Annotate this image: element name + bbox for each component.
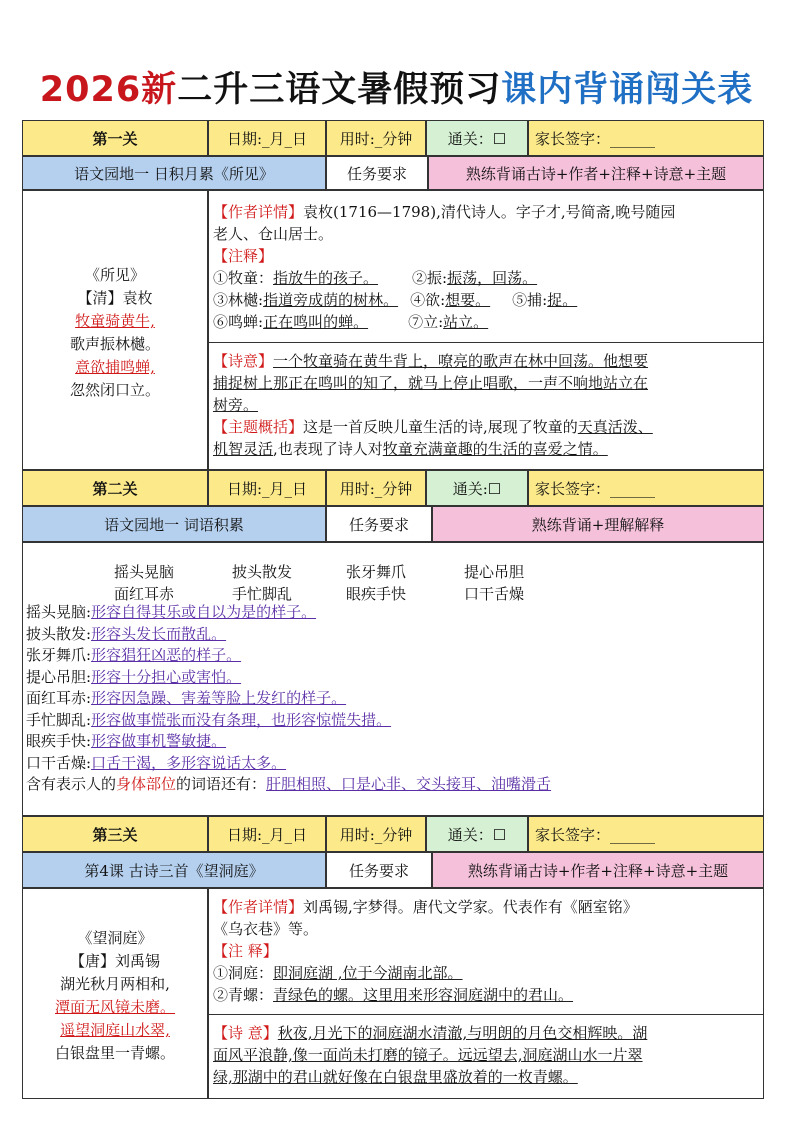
level3-meaning [213,1022,761,1088]
level3-poem [22,927,208,1065]
author-text: 袁枚(1716—1798),清代诗人。字子才,号简斋,晚号随园 [303,203,676,221]
note-label: ⑥鸣蝉: [213,313,264,331]
idiom: 手忙脚乱 [232,585,293,603]
idiom: 口干舌燥 [464,585,525,603]
level2-lesson: 语文园地一 词语积累 [22,506,326,542]
level2-task: 熟练背诵+理解解释 [432,506,764,542]
definition-word: 手忙脚乱: [26,710,92,729]
title-middle: 二升三语文暑假预习 [177,69,502,110]
level1-sign: 家长签字：______ [528,120,764,156]
level2-task-label: 任务要求 [326,506,432,542]
level3-task: 熟练背诵古诗+作者+注释+诗意+主题 [432,852,764,888]
notes-tag: 【注 释】 [213,942,278,960]
level3-details [213,896,761,1006]
definition-word: 眼疾手快: [26,732,92,750]
level1-details [213,201,761,333]
idiom: 摇头晃脑 [114,563,175,581]
level2-pass: 通关:☐ [426,470,528,506]
theme-text: 这是一首反映儿童生活的诗,展现了牧童的 [303,418,578,436]
level2-date: 日期:_月_日 [208,470,326,506]
idiom: 提心吊胆 [464,563,525,581]
definition-item [26,710,551,732]
idiom: 眼疾手快 [346,585,407,603]
meaning-text: 秋夜,月光下的洞庭湖水清澈,与明朗的月色交相辉映。湖 [277,1024,648,1042]
notes-tag: 【注释】 [213,247,274,265]
author-text: 刘禹锡,字梦得。唐代文学家。代表作有《陋室铭》 [303,898,638,916]
level1-name: 第一关 [22,120,208,156]
level1-lesson: 语文园地一 日积月累《所见》 [22,156,326,190]
level1-task-label: 任务要求 [326,156,428,190]
definition-text: 形容做事慌张而没有条理，也形容惊慌失措。 [91,710,392,729]
extra-words [26,774,551,796]
level2-sign: 家长签字：______ [528,470,764,506]
meaning-tag: 【诗意】 [213,352,274,370]
poem-title: 《所见》 [84,266,145,284]
definition-text: 口舌干渴，多形容说话太多。 [91,753,287,772]
theme-text: 天真活泼、 [577,418,653,436]
note-text: 振荡，回荡。 [447,269,538,287]
note-text: 想要。 [445,291,491,309]
level1-task: 熟练背诵古诗+作者+注释+诗意+主题 [428,156,764,190]
note-label: ③林樾: [213,291,264,309]
note-text: 指道旁成荫的树林。 [263,291,399,309]
meaning-tag: 【诗 意】 [213,1024,278,1042]
note-label: ⑦立: [408,313,444,331]
level2-name: 第二关 [22,470,208,506]
idiom-row [114,583,524,604]
note-text: 指放牛的孩子。 [273,269,379,287]
extra-text: 含有表示人的 [26,775,117,793]
divider [208,1014,764,1015]
poem-author: 【清】袁枚 [77,289,153,307]
idiom: 披头散发 [232,563,293,581]
definition-item [26,624,551,646]
theme-text: ,也表现了诗人对 [273,440,383,458]
note-label: ④欲: [410,291,446,309]
note-label: ②振: [412,269,448,287]
note-label: ②青螺： [213,986,274,1004]
title-right: 课内背诵闯关表 [501,69,754,110]
level3-pass: 通关：☐ [426,816,528,852]
extra-text: 的词语还有： [176,775,267,793]
poem-line: 遥望洞庭山水翠, [60,1021,170,1039]
meaning-text: 树旁。 [213,396,259,414]
title-year: 2026新 [39,70,178,110]
level3-name: 第三关 [22,816,208,852]
level3-lesson: 第4课 古诗三首《望洞庭》 [22,852,326,888]
level1-pass: 通关：☐ [426,120,528,156]
extra-highlight: 身体部位 [116,775,177,793]
poem-title: 《望洞庭》 [77,929,153,947]
poem-author: 【唐】刘禹锡 [69,952,160,970]
definition-item [26,667,551,689]
note-label: ⑤捕: [512,291,548,309]
poem-line: 忽然闭口立。 [69,381,160,399]
idiom-row [114,561,524,582]
note-text: 青绿色的螺。这里用来形容洞庭湖中的君山。 [273,986,574,1004]
definition-text: 形容因急躁、害羞等脸上发红的样子。 [91,689,347,707]
definition-text: 形容自得其乐或自以为是的样子。 [91,603,317,621]
idiom: 面红耳赤 [114,585,175,603]
meaning-text: 面风平浪静,像一面尚未打磨的镜子。远远望去,洞庭湖山水一片翠 [213,1046,643,1064]
note-text: 即洞庭湖 ,位于今湖南北部。 [273,964,463,982]
definition-item [26,731,551,753]
definition-item [26,688,551,710]
definition-text: 形容做事机警敏捷。 [91,732,227,750]
meaning-text: 一个牧童骑在黄牛背上，嘹亮的歌声在林中回荡。他想要 [273,352,649,370]
note-label: ①洞庭： [213,964,274,982]
definition-word: 口干舌燥: [26,753,92,772]
definition-text: 形容十分担心或害怕。 [91,667,242,686]
level3-date: 日期:_月_日 [208,816,326,852]
meaning-text: 捕捉树上那正在鸣叫的知了，就马上停止唱歌，一声不响地站立在 [213,374,649,392]
definition-item [26,645,551,667]
idiom: 张牙舞爪 [346,563,407,581]
definition-word: 摇头晃脑: [26,603,92,621]
page-title [0,62,793,112]
level3-time: 用时:_分钟 [326,816,426,852]
definition-item [26,753,551,775]
meaning-text: 绿,那湖中的君山就好像在白银盘里盛放着的一枚青螺。 [213,1068,578,1086]
poem-line: 白银盘里一青螺。 [54,1044,175,1062]
level1-poem [22,264,208,402]
definition-word: 提心吊胆: [26,667,92,686]
theme-text: 牧童充满童趣的生活的喜爱之情。 [382,440,608,458]
note-text: 站立。 [443,313,489,331]
note-label: ①牧童： [213,269,274,287]
author-tag: 【作者详情】 [213,898,304,916]
level2-time: 用时:_分钟 [326,470,426,506]
level1-meaning [213,350,761,460]
definition-item [26,602,551,624]
poem-line: 意欲捕鸣蝉, [75,358,155,376]
author-tag: 【作者详情】 [213,203,304,221]
level1-time: 用时:_分钟 [326,120,426,156]
definition-text: 形容猖狂凶恶的样子。 [91,646,242,664]
theme-tag: 【主题概括】 [213,418,304,436]
level3-task-label: 任务要求 [326,852,432,888]
poem-line: 歌声振林樾。 [69,335,160,353]
level3-sign: 家长签字：______ [528,816,764,852]
note-text: 捉。 [547,291,578,309]
divider [208,342,764,343]
definition-word: 面红耳赤: [26,689,92,707]
author-text: 老人、仓山居士。 [213,225,334,243]
definition-word: 张牙舞爪: [26,646,92,664]
poem-line: 牧童骑黄牛, [75,312,155,330]
note-text: 正在鸣叫的蝉。 [263,313,369,331]
definition-list [26,602,551,796]
poem-line: 潭面无风镜未磨。 [54,998,175,1016]
definition-text: 形容头发长而散乱。 [91,624,227,643]
extra-list: 肝胆相照、口是心非、交头接耳、油嘴滑舌 [266,775,552,793]
definition-word: 披头散发: [26,624,92,643]
poem-line: 湖光秋月两相和, [60,975,170,993]
level1-date: 日期:_月_日 [208,120,326,156]
theme-text: 机智灵活 [213,440,274,458]
author-text: 《乌衣巷》等。 [213,920,319,938]
